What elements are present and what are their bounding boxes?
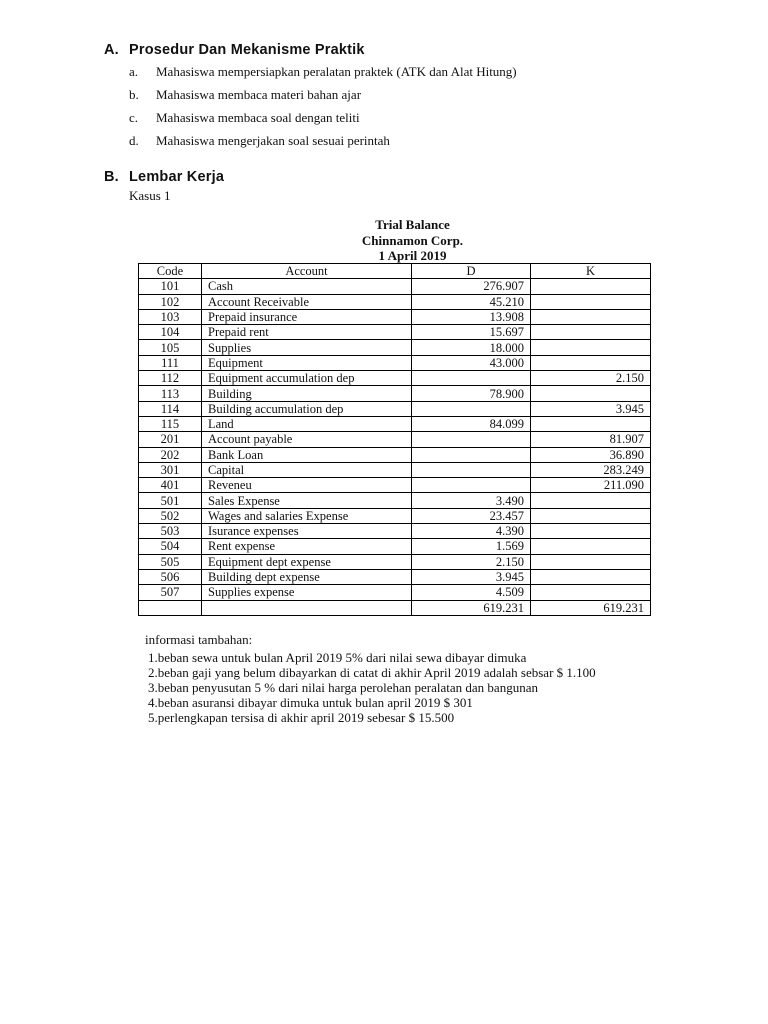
cell-credit xyxy=(531,294,651,309)
cell-debit xyxy=(412,462,531,477)
header-account: Account xyxy=(202,264,412,279)
cell-credit xyxy=(531,386,651,401)
additional-info-heading: informasi tambahan: xyxy=(145,632,253,647)
cell-debit xyxy=(412,371,531,386)
cell-account: Wages and salaries Expense xyxy=(202,508,412,523)
procedure-item-text: Mahasiswa mempersiapkan peralatan praktek (ATK dan Alat Hitung) xyxy=(156,64,517,79)
cell-code: 505 xyxy=(139,554,202,569)
section-a-heading xyxy=(104,42,365,58)
cell-debit: 1.569 xyxy=(412,539,531,554)
table-row xyxy=(139,493,651,508)
cell-credit xyxy=(531,325,651,340)
cell-debit: 84.099 xyxy=(412,416,531,431)
cell-account: Sales Expense xyxy=(202,493,412,508)
cell-credit: 2.150 xyxy=(531,371,651,386)
cell-credit xyxy=(531,416,651,431)
cell-code: 202 xyxy=(139,447,202,462)
cell-account: Isurance expenses xyxy=(202,524,412,539)
cell-account: Building xyxy=(202,386,412,401)
cell-account: Account Receivable xyxy=(202,294,412,309)
cell-code: 103 xyxy=(139,309,202,324)
cell-credit xyxy=(531,309,651,324)
cell-code: 506 xyxy=(139,569,202,584)
section-b-heading xyxy=(104,169,224,185)
cell-credit: 211.090 xyxy=(531,478,651,493)
cell-code: 502 xyxy=(139,508,202,523)
cell-debit: 3.945 xyxy=(412,569,531,584)
table-row xyxy=(139,539,651,554)
section-a-letter: A. xyxy=(104,42,119,58)
procedure-item-marker: d. xyxy=(129,133,139,148)
cell-account: Land xyxy=(202,416,412,431)
trial-balance-table xyxy=(138,263,651,616)
cell-credit: 81.907 xyxy=(531,432,651,447)
table-header-row xyxy=(139,264,651,279)
cell-debit: 18.000 xyxy=(412,340,531,355)
procedure-item-marker: c. xyxy=(129,110,139,125)
cell-code: 111 xyxy=(139,355,202,370)
cell-credit: 36.890 xyxy=(531,447,651,462)
section-b-letter: B. xyxy=(104,169,119,185)
cell-debit: 13.908 xyxy=(412,309,531,324)
table-row xyxy=(139,355,651,370)
cell-account: Supplies xyxy=(202,340,412,355)
cell-credit xyxy=(531,554,651,569)
cell-credit: 283.249 xyxy=(531,462,651,477)
table-row xyxy=(139,416,651,431)
cell-code: 104 xyxy=(139,325,202,340)
section-b-title: Lembar Kerja xyxy=(129,169,225,185)
cell-code: 113 xyxy=(139,386,202,401)
cell-account: Cash xyxy=(202,279,412,294)
cell-account: Prepaid insurance xyxy=(202,309,412,324)
procedure-item-text: Mahasiswa membaca materi bahan ajar xyxy=(156,87,362,102)
table-row xyxy=(139,371,651,386)
additional-info-item: 2.beban gaji yang belum dibayarkan di catat di akhir April 2019 adalah sebsar $ 1.100 xyxy=(148,665,596,680)
cell-account: Account payable xyxy=(202,432,412,447)
procedure-item-text: Mahasiswa mengerjakan soal sesuai perintah xyxy=(156,133,390,148)
header-code: Code xyxy=(139,264,202,279)
table-row xyxy=(139,569,651,584)
table-row xyxy=(139,309,651,324)
cell-credit xyxy=(531,508,651,523)
procedure-item-text: Mahasiswa membaca soal dengan teliti xyxy=(156,110,360,125)
table-row xyxy=(139,401,651,416)
cell-code: 503 xyxy=(139,524,202,539)
cell-credit xyxy=(531,279,651,294)
cell-debit: 15.697 xyxy=(412,325,531,340)
additional-info-item: 5.perlengkapan tersisa di akhir april 2019 sebesar $ 15.500 xyxy=(148,710,455,725)
table-row xyxy=(139,508,651,523)
cell-credit xyxy=(531,355,651,370)
cell-account: Equipment dept expense xyxy=(202,554,412,569)
table-row xyxy=(139,447,651,462)
cell-credit: 619.231 xyxy=(531,600,651,615)
table-row xyxy=(139,340,651,355)
cell-account: Supplies expense xyxy=(202,585,412,600)
cell-account: Bank Loan xyxy=(202,447,412,462)
header-credit: K xyxy=(531,264,651,279)
procedure-item-marker: a. xyxy=(129,64,139,79)
procedure-item xyxy=(129,64,517,80)
cell-account xyxy=(202,600,412,615)
trial-balance-title: Trial Balance xyxy=(375,217,450,232)
cell-credit xyxy=(531,539,651,554)
table-row xyxy=(139,554,651,569)
cell-credit xyxy=(531,524,651,539)
cell-debit: 78.900 xyxy=(412,386,531,401)
total-row xyxy=(139,600,651,615)
procedure-item xyxy=(129,110,360,126)
cell-code: 105 xyxy=(139,340,202,355)
cell-credit xyxy=(531,493,651,508)
cell-account: Capital xyxy=(202,462,412,477)
additional-info-item: 4.beban asuransi dibayar dimuka untuk bulan april 2019 $ 301 xyxy=(148,695,473,710)
table-row xyxy=(139,294,651,309)
cell-code: 201 xyxy=(139,432,202,447)
cell-credit xyxy=(531,569,651,584)
cell-code: 102 xyxy=(139,294,202,309)
table-row xyxy=(139,478,651,493)
cell-debit: 4.509 xyxy=(412,585,531,600)
table-row xyxy=(139,386,651,401)
additional-info-item: 1.beban sewa untuk bulan April 2019 5% dari nilai sewa dibayar dimuka xyxy=(148,650,527,665)
cell-debit: 3.490 xyxy=(412,493,531,508)
cell-code: 504 xyxy=(139,539,202,554)
cell-debit xyxy=(412,401,531,416)
trial-balance-date: 1 April 2019 xyxy=(378,248,447,263)
cell-account: Equipment xyxy=(202,355,412,370)
cell-account: Building accumulation dep xyxy=(202,401,412,416)
header-debit: D xyxy=(412,264,531,279)
table-row xyxy=(139,462,651,477)
procedure-item xyxy=(129,87,361,103)
table-row xyxy=(139,524,651,539)
cell-account: Prepaid rent xyxy=(202,325,412,340)
table-row xyxy=(139,585,651,600)
cell-code: 101 xyxy=(139,279,202,294)
procedure-item-marker: b. xyxy=(129,87,139,102)
cell-debit xyxy=(412,432,531,447)
cell-debit: 276.907 xyxy=(412,279,531,294)
procedure-item xyxy=(129,133,390,149)
cell-code: 301 xyxy=(139,462,202,477)
cell-debit: 43.000 xyxy=(412,355,531,370)
cell-debit: 45.210 xyxy=(412,294,531,309)
cell-account: Equipment accumulation dep xyxy=(202,371,412,386)
case-label: Kasus 1 xyxy=(129,188,171,203)
cell-credit xyxy=(531,340,651,355)
cell-credit: 3.945 xyxy=(531,401,651,416)
cell-account: Reveneu xyxy=(202,478,412,493)
cell-debit xyxy=(412,478,531,493)
cell-code: 507 xyxy=(139,585,202,600)
cell-debit: 4.390 xyxy=(412,524,531,539)
cell-debit xyxy=(412,447,531,462)
cell-code: 501 xyxy=(139,493,202,508)
cell-code: 401 xyxy=(139,478,202,493)
cell-account: Rent expense xyxy=(202,539,412,554)
section-a-title: Prosedur Dan Mekanisme Praktik xyxy=(129,42,365,58)
cell-code xyxy=(139,600,202,615)
cell-debit: 2.150 xyxy=(412,554,531,569)
trial-balance-company: Chinnamon Corp. xyxy=(361,233,464,248)
cell-code: 114 xyxy=(139,401,202,416)
table-row xyxy=(139,279,651,294)
table-row xyxy=(139,325,651,340)
cell-debit: 619.231 xyxy=(412,600,531,615)
table-row xyxy=(139,432,651,447)
cell-code: 112 xyxy=(139,371,202,386)
cell-debit: 23.457 xyxy=(412,508,531,523)
cell-code: 115 xyxy=(139,416,202,431)
additional-info-item: 3.beban penyusutan 5 % dari nilai harga perolehan peralatan dan bangunan xyxy=(148,680,538,695)
cell-account: Building dept expense xyxy=(202,569,412,584)
cell-credit xyxy=(531,585,651,600)
